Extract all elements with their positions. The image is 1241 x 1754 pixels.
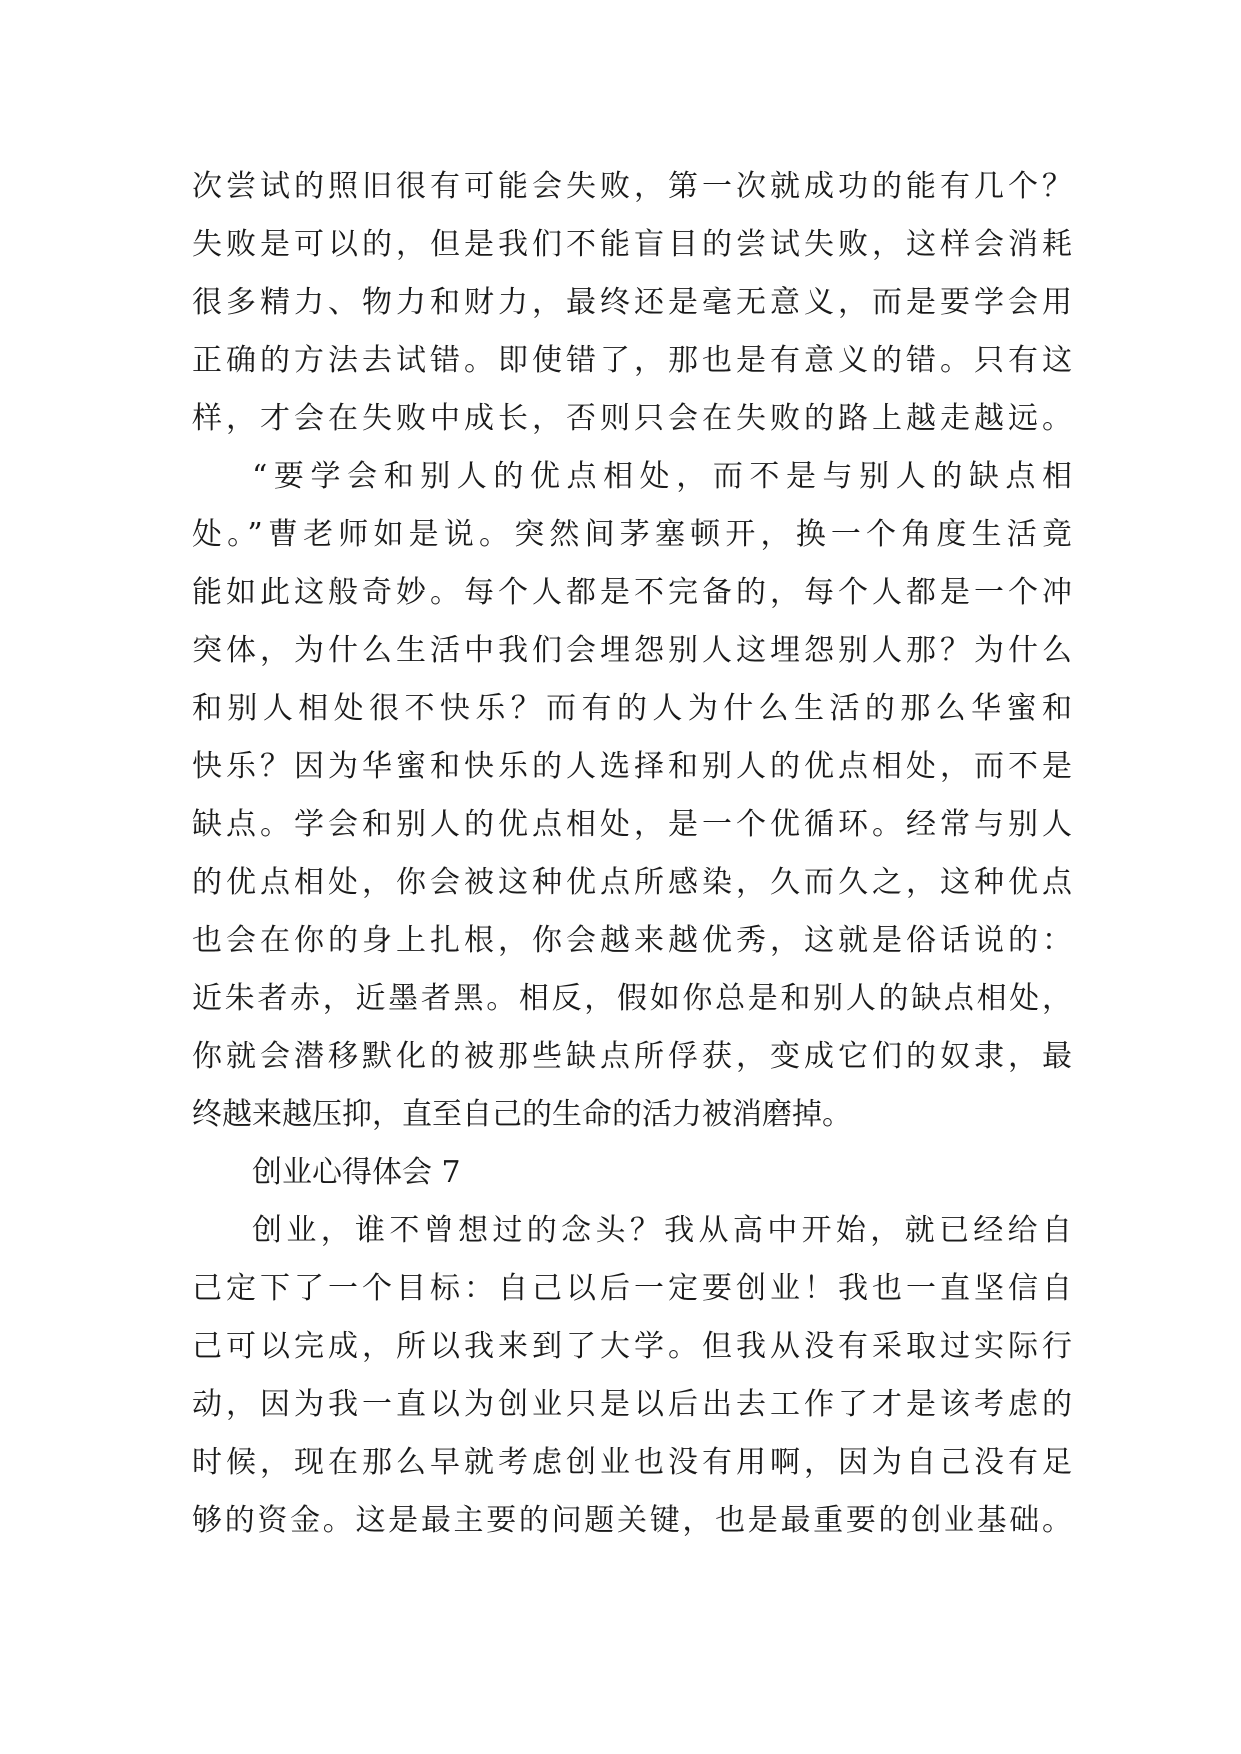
- text-line: 时候，现在那么早就考虑创业也没有用啊，因为自己没有足: [192, 1445, 1072, 1480]
- text-line: 够的资金。这是最主要的问题关键，也是最重要的创业基础。: [192, 1503, 1072, 1538]
- text-line: 己可以完成，所以我来到了大学。但我从没有采取过实际行: [192, 1329, 1072, 1364]
- text-line: 和别人相处很不快乐？而有的人为什么生活的那么华蜜和: [192, 691, 1072, 726]
- text-line: 样，才会在失败中成长，否则只会在失败的路上越走越远。: [192, 401, 1072, 436]
- text-line: 缺点。学会和别人的优点相处，是一个优循环。经常与别人: [192, 807, 1072, 842]
- text-line: 快乐？因为华蜜和快乐的人选择和别人的优点相处，而不是: [192, 749, 1072, 784]
- paragraph-3: [192, 1202, 1072, 1550]
- text-line: 处。”曹老师如是说。突然间茅塞顿开，换一个角度生活竟: [192, 517, 1072, 552]
- section-title: 创业心得体会 7: [252, 1155, 461, 1190]
- text-line: 能如此这般奇妙。每个人都是不完备的，每个人都是一个冲: [192, 575, 1072, 610]
- text-line: 你就会潜移默化的被那些缺点所俘获，变成它们的奴隶，最: [192, 1039, 1072, 1074]
- text-line: 次尝试的照旧很有可能会失败，第一次就成功的能有几个？: [192, 169, 1072, 204]
- text-line: 也会在你的身上扎根，你会越来越优秀，这就是俗话说的：: [192, 923, 1072, 958]
- paragraph-1: [192, 158, 1072, 448]
- text-line: 突体，为什么生活中我们会埋怨别人这埋怨别人那？为什么: [192, 633, 1072, 668]
- text-line: “要学会和别人的优点相处，而不是与别人的缺点相: [252, 459, 1072, 494]
- text-line: 己定下了一个目标：自己以后一定要创业！我也一直坚信自: [192, 1271, 1072, 1306]
- section-heading: [192, 1144, 1072, 1202]
- text-line: 动，因为我一直以为创业只是以后出去工作了才是该考虑的: [192, 1387, 1072, 1422]
- text-line: 失败是可以的，但是我们不能盲目的尝试失败，这样会消耗: [192, 227, 1072, 262]
- text-line: 终越来越压抑，直至自己的生命的活力被消磨掉。: [192, 1097, 852, 1132]
- paragraph-2: [192, 448, 1072, 1144]
- document-body: [192, 158, 1072, 1550]
- text-line: 很多精力、物力和财力，最终还是毫无意义，而是要学会用: [192, 285, 1072, 320]
- text-line: 创业，谁不曾想过的念头？我从高中开始，就已经给自: [252, 1213, 1072, 1248]
- text-line: 正确的方法去试错。即使错了，那也是有意义的错。只有这: [192, 343, 1072, 378]
- text-line: 近朱者赤，近墨者黑。相反，假如你总是和别人的缺点相处，: [192, 981, 1072, 1016]
- text-line: 的优点相处，你会被这种优点所感染，久而久之，这种优点: [192, 865, 1072, 900]
